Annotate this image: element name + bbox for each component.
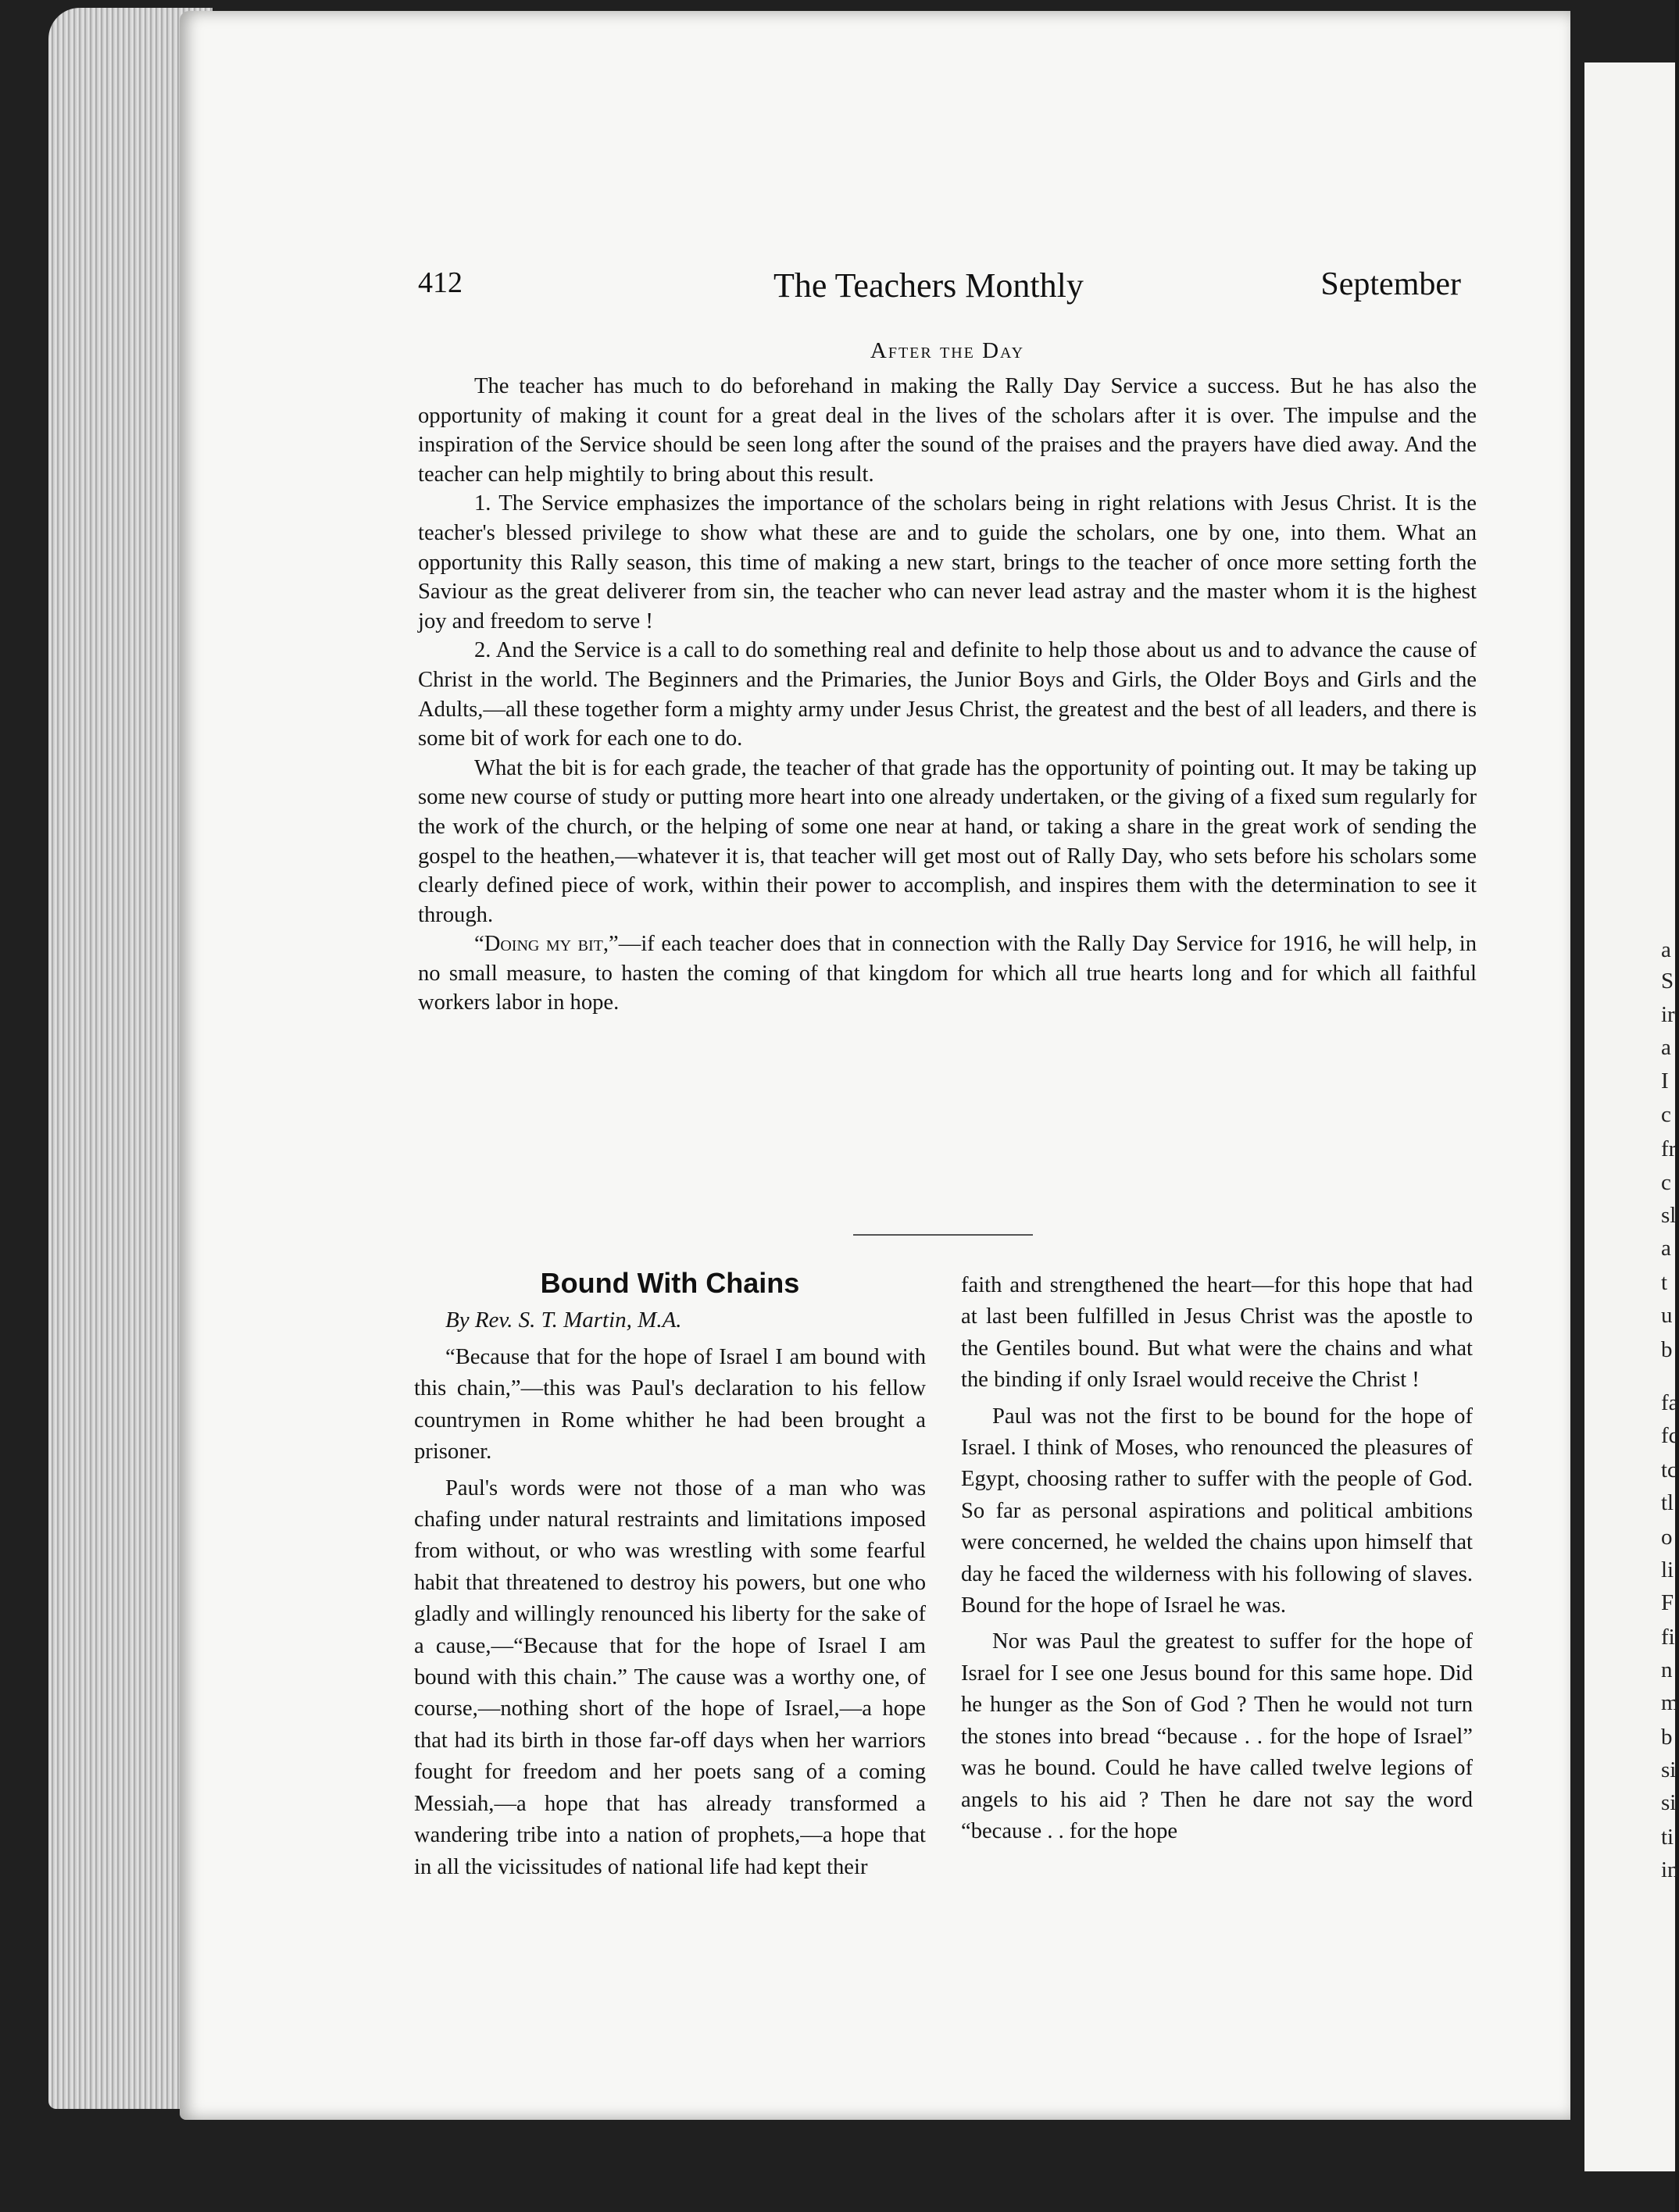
article-title: Bound With Chains: [540, 1267, 800, 1299]
article-right-column: [961, 1270, 1473, 1847]
adjacent-page-fragment: F: [1661, 1590, 1674, 1615]
adjacent-page-fragment: a: [1661, 1236, 1671, 1261]
adjacent-page-fragment: in: [1661, 1857, 1679, 1882]
adjacent-page-fragment: fi: [1661, 1625, 1675, 1650]
adjacent-page-fragment: si: [1661, 1790, 1677, 1815]
adjacent-page-fragment: sl: [1661, 1203, 1677, 1228]
paragraph: What the bit is for each grade, the teacher of that grade has the opportunity of pointing out. It may be taking up some new course of study or putting more heart into one already undertaken, or the giving of a fixed sum regularly for the work of the church, or the helping of some one near at hand, or taking a share in the great work of sending the gospel to the heathen,—whatever it is, that teacher will get most out of Rally Day, who sets before his scholars some clearly defined piece of work, within their power to accomplish, and inspires them with the determination to see it through.: [418, 755, 1477, 927]
adjacent-page-fragment: fc: [1661, 1423, 1679, 1448]
adjacent-page-fragment: b: [1661, 1725, 1673, 1750]
adjacent-page-fragment: n: [1661, 1657, 1673, 1682]
paragraph: Paul's words were not those of a man who was chafing under natural restraints and limitations imposed from without, or who was wrestling with some fearful habit that threatened to destroy his powers, but one who gladly and willingly renounced his liberty for the sake of a cause,—“Because that for the hope of Israel I am bound with this chain.” The cause was a worthy one, of course,—nothing short of the hope of Israel,—a hope that had its birth in those far-off days when her warriors fought for freedom and her poets sang of a coming Messiah,—a hope that has already transformed a wandering tribe into a nation of prophets,—a hope that in all the vicissitudes of national life had kept their: [414, 1475, 926, 1879]
adjacent-page-fragment: ir: [1661, 1002, 1675, 1027]
page-number: 412: [418, 266, 463, 299]
adjacent-page-fragment: li: [1661, 1557, 1674, 1582]
adjacent-page-fragment: tl: [1661, 1490, 1674, 1515]
adjacent-page-fragment: c: [1661, 1102, 1671, 1127]
paragraph: Paul was not the first to be bound for the hope of Israel. I think of Moses, who renounced the pleasures of Egypt, choosing rather to suffer with the people of God. So far as personal aspirations and political ambitions were concerned, he welded the chains upon himself that day he faced the wilderness with his following of slaves. Bound for the hope of Israel he was.: [961, 1404, 1473, 1618]
paragraph: The teacher has much to do beforehand in making the Rally Day Service a success. But he has also the opportunity of making it count for a great deal in the lives of the scholars after it is over. The impulse and the inspiration of the Service should be seen long after the sound of the praises and the prayers have died away. And the teacher can help mightily to bring about this result.: [418, 374, 1477, 487]
article-byline: By Rev. S. T. Martin, M.A.: [445, 1308, 682, 1333]
adjacent-page-fragment: a: [1661, 1035, 1671, 1060]
adjacent-page-fragment: fa: [1661, 1390, 1679, 1415]
section-body-after-the-day: [418, 372, 1477, 1018]
issue-month: September: [1320, 266, 1461, 302]
adjacent-page-fragment: fr: [1661, 1136, 1677, 1161]
section-title-after-the-day: After the Day: [870, 338, 1025, 363]
adjacent-page-fragment: m: [1661, 1690, 1679, 1715]
adjacent-page-fragment: tc: [1661, 1457, 1677, 1482]
paragraph: “Because that for the hope of Israel I am bound with this chain,”—this was Paul's declaration to his fellow countrymen in Rome whither he had been brought a prisoner.: [414, 1345, 926, 1465]
adjacent-page-fragment: t: [1661, 1270, 1668, 1295]
doing-my-bit-lead: “Doing my bit,”: [474, 932, 619, 957]
adjacent-page-fragment: ti: [1661, 1825, 1674, 1850]
adjacent-page-fragment: a: [1661, 937, 1671, 962]
journal-title: The Teachers Monthly: [773, 266, 1084, 305]
paragraph: 2. And the Service is a call to do something real and definite to help those about us and to advance the cause of Christ in the world. The Beginners and the Primaries, the Junior Boys and Girls, the Older Boys and Girls and the Adults,—all these together form a mighty army under Jesus Christ, the greatest and the best of all leaders, and there is some bit of work for each one to do.: [418, 638, 1477, 751]
paragraph: 1. The Service emphasizes the importance of the scholars being in right relations with Jesus Christ. It is the teacher's blessed privilege to show what these are and to guide the scholars, one by one, into them. What an opportunity this Rally season, this time of making a new start, brings to the teacher of once more setting forth the Saviour as the great deliverer from sin, the teacher who can never lead astray and the master whom it is the highest joy and freedom to serve !: [418, 491, 1477, 633]
adjacent-page-fragment: I: [1661, 1069, 1669, 1094]
article-left-column: [414, 1264, 926, 1883]
section-divider: [853, 1234, 1033, 1236]
adjacent-page-fragment: c: [1661, 1170, 1671, 1195]
adjacent-page-fragment: si: [1661, 1757, 1677, 1782]
running-header: [418, 266, 1461, 312]
adjacent-page-fragment: o: [1661, 1525, 1673, 1550]
paragraph: [418, 929, 1477, 1018]
adjacent-page-fragment: u: [1661, 1303, 1673, 1328]
adjacent-page-fragment: b: [1661, 1337, 1673, 1362]
paragraph: Nor was Paul the greatest to suffer for the hope of Israel for I see one Jesus bound for this same hope. Did he hunger as the Son of God ? Then he would not turn the stones into bread “because . . for the hope of Israel” was he bound. Could he have called twelve legions of angels to his aid ? Then he dare not say the word “because . . for the hope: [961, 1629, 1473, 1843]
adjacent-page-fragment: S: [1661, 969, 1674, 994]
paragraph: faith and strengthened the heart—for this hope that had at last been fulfilled in Jesus Christ was the apostle to the Gentiles bound. But what were the chains and what the binding if only Israel would receive the Christ !: [961, 1273, 1473, 1393]
doing-my-bit-text: —if each teacher does that in connection with the Rally Day Service for 1916, he will help, in no small measure, to hasten the coming of that kingdom for which all true hearts long and for which all faithful workers labor in hope.: [418, 932, 1477, 1015]
adjacent-page: [1584, 62, 1679, 2171]
